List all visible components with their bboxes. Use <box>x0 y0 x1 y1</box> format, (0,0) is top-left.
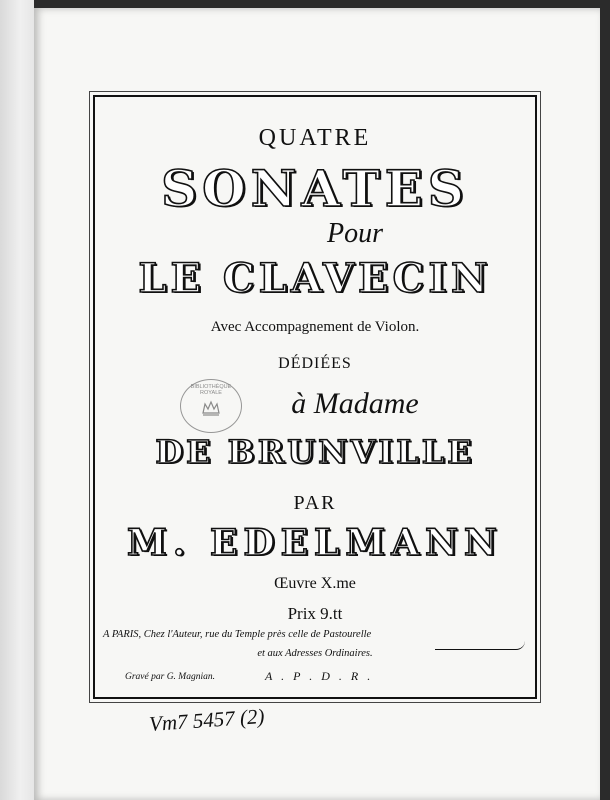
dedicatee-name: DE BRUNVILLE <box>155 433 475 471</box>
dedication-heading: DÉDIÉES <box>278 355 352 372</box>
subtitle-accompaniment: Avec Accompagnement de Violon. <box>210 319 420 335</box>
engraver-credit: Gravé par G. Magnian. <box>125 672 215 682</box>
shelfmark-annotation: Vm7 5457 (2) <box>148 704 266 736</box>
title-pour: Pour <box>327 218 383 249</box>
composer-name: M. EDELMANN <box>127 522 503 564</box>
facing-page-edge <box>0 0 34 800</box>
publisher-address: A PARIS, Chez l'Auteur, rue du Temple près celle de Pastourelle <box>103 629 372 640</box>
title-clavecin: LE CLAVECIN <box>138 255 492 302</box>
by-label: PAR <box>293 492 337 514</box>
title-page <box>34 8 600 800</box>
library-stamp <box>180 379 242 433</box>
title-quatre: QUATRE <box>258 125 372 151</box>
publisher-address-line2: et aux Adresses Ordinaires. <box>257 648 373 659</box>
price: Prix 9.tt <box>287 604 343 623</box>
engraved-border-frame <box>93 95 537 699</box>
library-stamp-text: BIBLIOTHÈQUE ROYALE <box>190 384 232 396</box>
dedication-madame: à Madame <box>291 387 419 420</box>
title-sonates: SONATES <box>161 159 469 218</box>
privilege-mark: A . P . D . R . <box>265 669 374 683</box>
crown-icon <box>201 398 221 418</box>
opus-number: Œuvre X.me <box>274 575 356 592</box>
